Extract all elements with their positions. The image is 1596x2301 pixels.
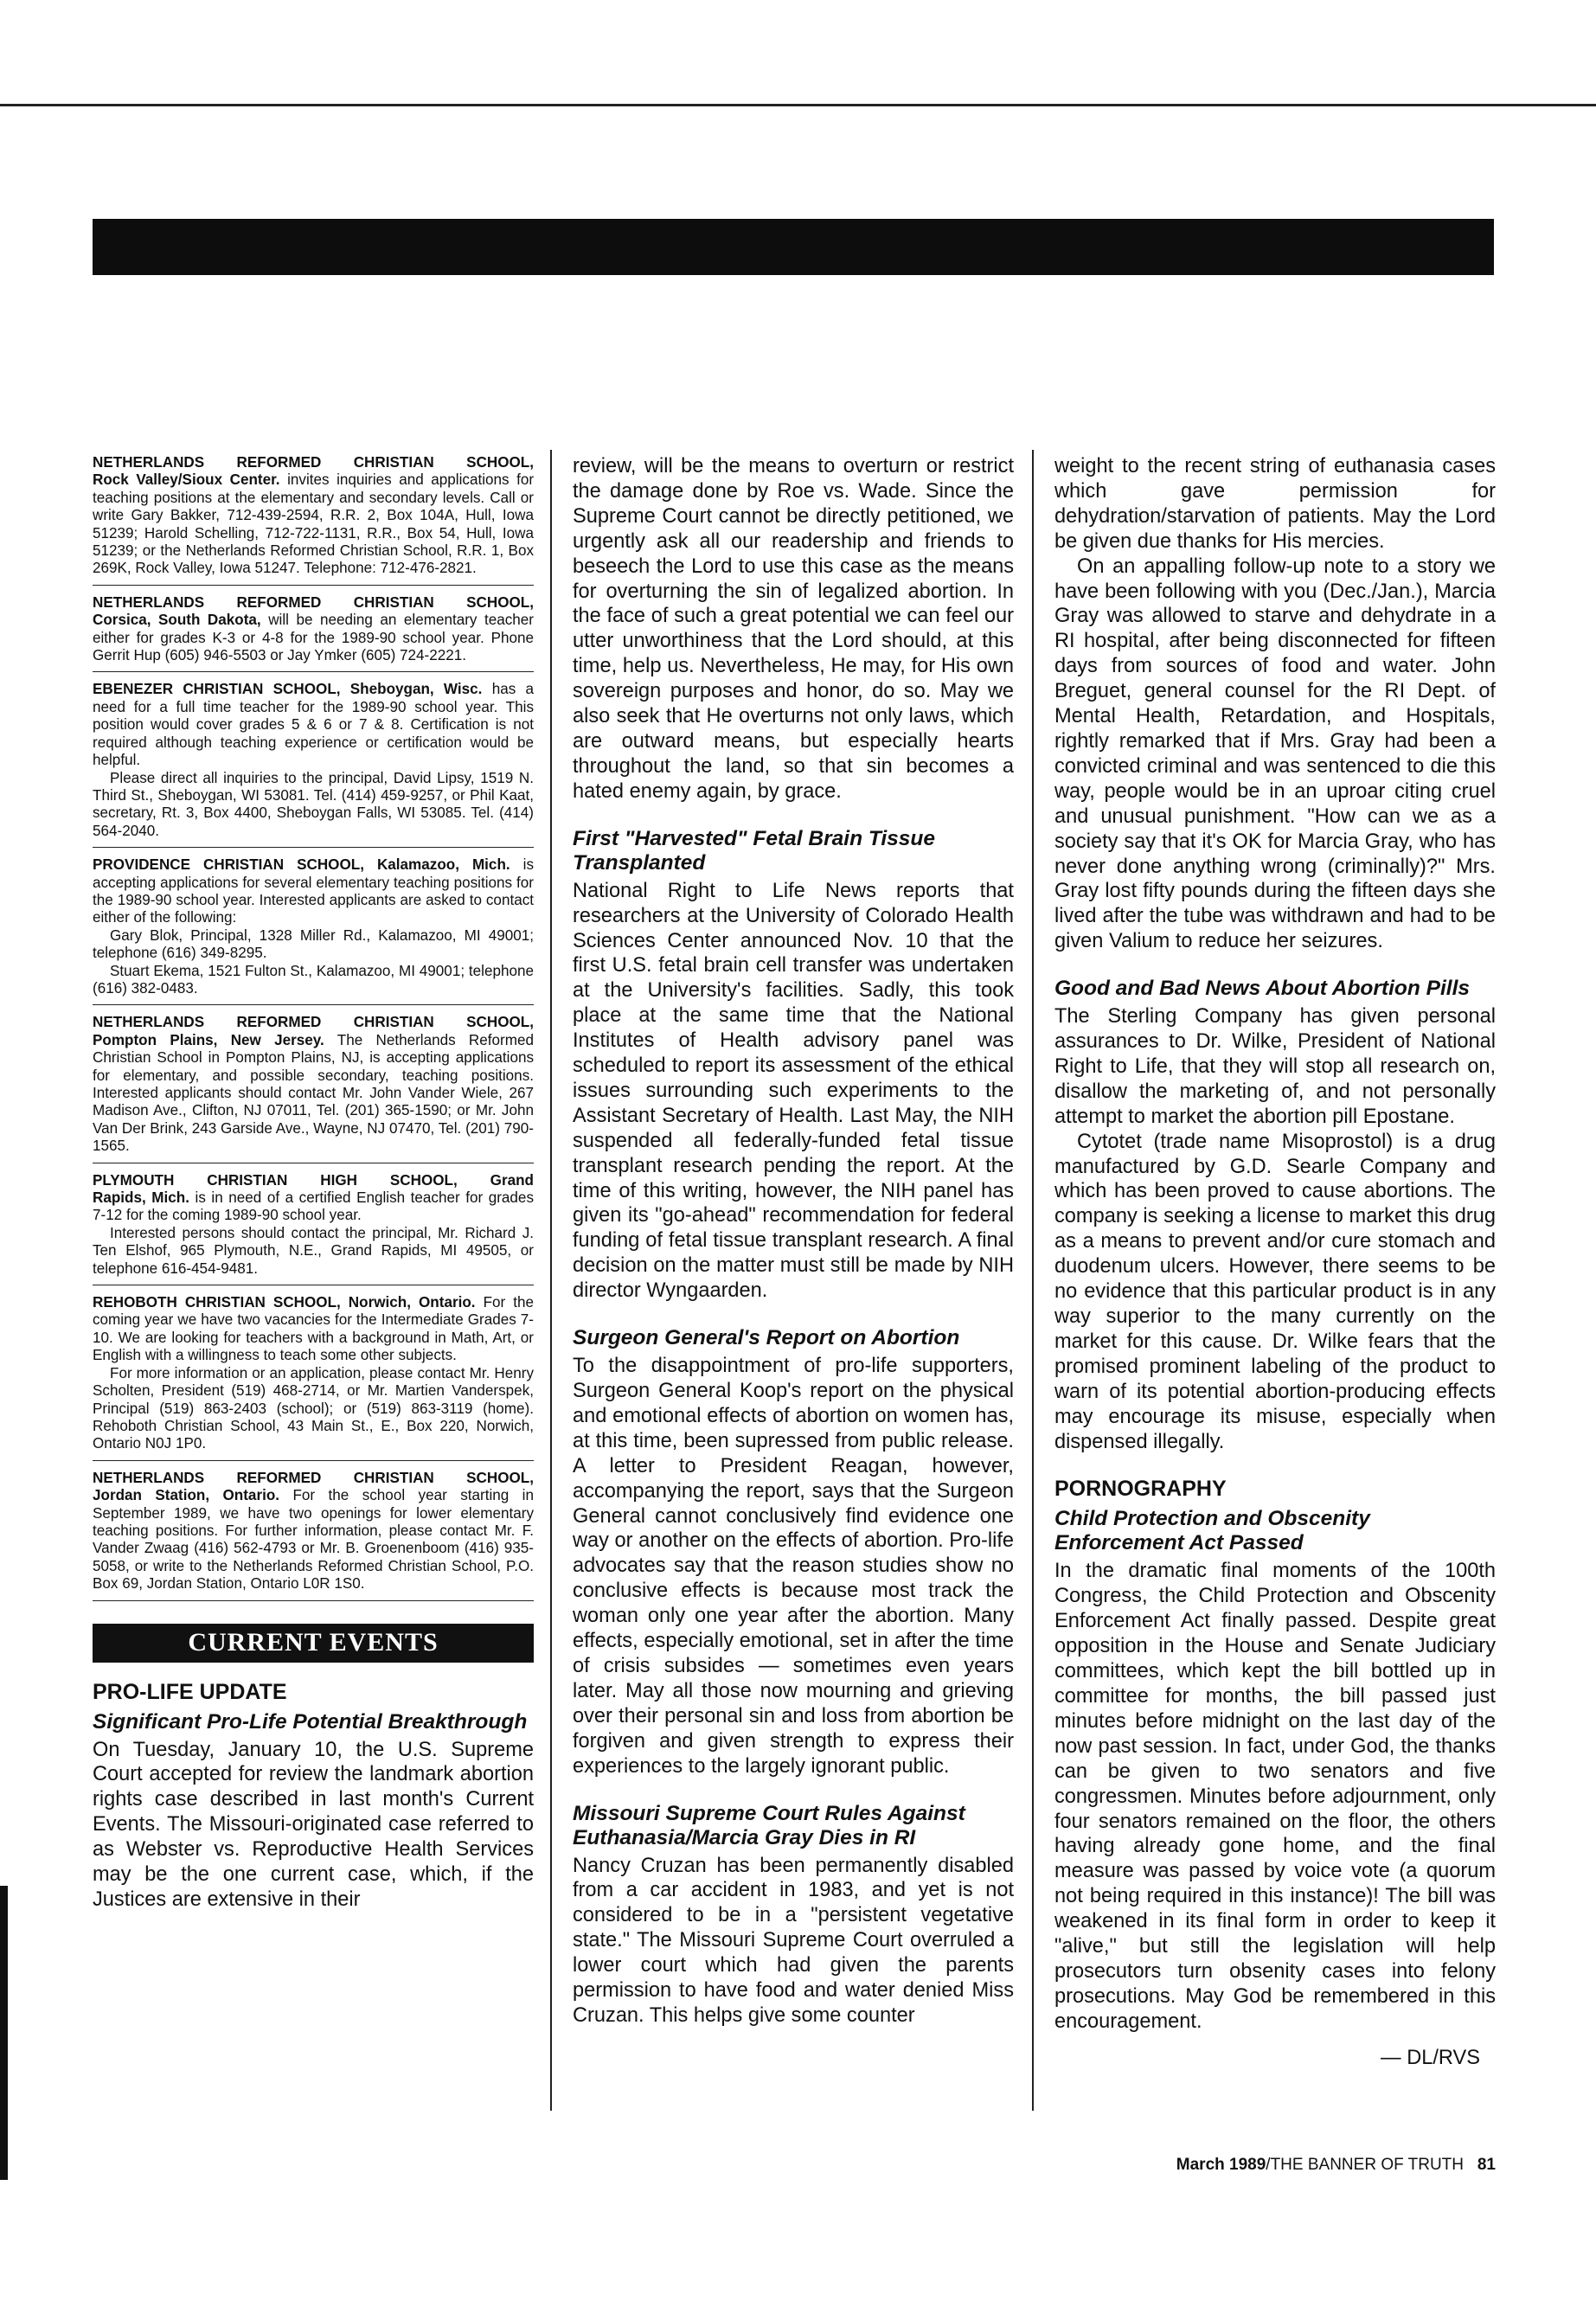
classified-ad — [93, 1294, 534, 1461]
ad-paragraph — [93, 856, 534, 927]
ad-location: REHOBOTH CHRISTIAN SCHOOL, Norwich, Ontario. — [93, 1294, 476, 1311]
ad-paragraph — [93, 770, 534, 841]
ad-text: The Netherlands Reformed Christian School in Pompton Plains, NJ, is accepting applications for elementary, and possible secondary, teaching positions. Interested applicants should contact Mr. John Vander Wiele, 267 Madison Ave., Clifton, NJ 07011, Tel. (201) 365-1590; or Mr. John Van Der Brink, 243 Garside Ave., Wayne, NJ 07470, Tel. (201) 790-1565. — [93, 1031, 534, 1155]
header-black-bar — [93, 219, 1494, 275]
page-footer — [1155, 2156, 1496, 2175]
ad-location: PROVIDENCE CHRISTIAN SCHOOL, Kalamazoo, Mich. — [93, 856, 510, 874]
ad-heading: NETHERLANDS REFORMED CHRISTIAN SCHOOL, — [93, 1014, 534, 1031]
ad-heading: NETHERLANDS REFORMED CHRISTIAN SCHOOL, — [93, 454, 534, 471]
ad-text: is accepting applications for several elementary teaching positions for the 1989-90 school year. Interested applicants are asked to contact either of the following: — [93, 856, 534, 926]
ad-text: will be needing an elementary teacher either for grades K-3 or 4-8 for the 1989-90 school year. Phone Gerrit Hup (605) 946-5503 or Jay Ymker (605) 724-2221. — [93, 612, 534, 664]
ad-text: Interested persons should contact the principal, Mr. Richard J. Ten Elshof, 965 Plymouth, N.E., Grand Rapids, MI 49505, or telephone 616-454-9481. — [93, 1224, 534, 1277]
ad-heading: NETHERLANDS REFORMED CHRISTIAN SCHOOL, — [93, 1469, 534, 1486]
classified-ad — [93, 1470, 534, 1601]
ad-text: is in need of a certified English teacher for grades 7-12 for the coming 1989-90 school year. — [93, 1189, 534, 1224]
article-abortion-pills-1: The Sterling Company has given personal assurances to Dr. Wilke, President of National Right to Life, that they will stop all research on, disallow the marketing of, and not personally attempt to market the abortion pill Epostane. — [1054, 1005, 1496, 1128]
footer-publication: /THE BANNER OF TRUTH — [1266, 2156, 1465, 2174]
ad-paragraph — [93, 681, 534, 769]
ad-location: Jordan Station, Ontario. — [93, 1487, 280, 1504]
ad-location: Corsica, South Dakota, — [93, 612, 261, 629]
column-middle — [573, 454, 1014, 2029]
ad-text: Stuart Ekema, 1521 Fulton St., Kalamazoo, MI 49001; telephone (616) 382-0483. — [93, 962, 534, 997]
headline-abortion-pills: Good and Bad News About Abortion Pills — [1054, 977, 1471, 1001]
scan-left-shadow — [0, 1886, 8, 2180]
headline-surgeon-general: Surgeon General's Report on Abortion — [573, 1326, 960, 1350]
ad-paragraph — [93, 927, 534, 963]
classified-ad — [93, 1014, 534, 1163]
ad-paragraph — [93, 1225, 534, 1278]
ad-location: Pompton Plains, New Jersey. — [93, 1031, 324, 1048]
column-rule-1 — [550, 450, 552, 2111]
article-surgeon-general: To the disappointment of pro-life supporters, Surgeon General Koop's report on the physical and emotional effects of abortion on women has, at this time, been supressed from public release. A letter to President Reagan, however, accompanying the report, says that the Surgeon General cannot conclusively find evidence one way or another on the effects of abortion. Pro-life advocates say that the reason studies show no conclusive effects is because most track the woman only one year after the abortion. Many effects, especially emotional, set in after the time of crisis subsides — sometimes even years later. May all those now mourning and grieving over their personal sin and loss from abortion be forgiven and given strength to express their experiences to the largely ignorant public. — [573, 1355, 1014, 1778]
classified-ad — [93, 856, 534, 1005]
ad-paragraph — [93, 1487, 534, 1593]
ad-location: EBENEZER CHRISTIAN SCHOOL, Sheboygan, Wisc. — [93, 681, 483, 698]
classified-ad — [93, 594, 534, 673]
scan-edge-line — [0, 104, 1596, 106]
footer-date: March 1989 — [1176, 2156, 1266, 2174]
current-events-banner: CURRENT EVENTS — [93, 1624, 534, 1663]
column-left — [93, 454, 534, 1913]
ad-text: For more information or an application, please contact Mr. Henry Scholten, President (519) 468-2714, or Mr. Martien Vanderspek, Principal (519) 863-2403 (school); or (519) 863-3119 (home). Rehoboth Christian School, 43 Main St., E., Box 220, Norwich, Ontario N0J 1P0. — [93, 1364, 534, 1452]
classified-ad — [93, 681, 534, 848]
classified-ad — [93, 1172, 534, 1285]
ad-paragraph — [93, 963, 534, 998]
ad-paragraph — [93, 1032, 534, 1156]
column-rule-2 — [1032, 450, 1034, 2111]
article-child-protection: In the dramatic final moments of the 100th Congress, the Child Protection and Obscenity Enforcement Act finally passed. Despite great opposition in the House and Senate Judiciary committees, which kept the bill bottled up in committee for months, the bill passed just minutes before midnight on the last day of the now past session. In fact, under God, the thanks can be given to two senators and five congressmen. Minutes before adjournment, only four senators remained on the floor, the others having already gone home, and the final measure was passed by voice vote (a quorum not being required in this instance)! The bill was weakened in its final form in order to keep it "alive," but still the legislation will help prosecutors turn obsenity cases into felony prosecutions. May God be remembered in this encouragement. — [1054, 1560, 1496, 2033]
article-breakthrough-part1: On Tuesday, January 10, the U.S. Supreme Court accepted for review the landmark abortion rights case described in last month's Current Events. The Missouri-originated case referred to as Webster vs. Reproductive Health Services may be the one current case, which, if the Justices are extensive in their — [93, 1738, 534, 1911]
page-number: 81 — [1477, 2156, 1496, 2174]
headline-breakthrough: Significant Pro-Life Potential Breakthrough — [93, 1709, 528, 1734]
ad-text: For the coming year we have two vacancies for the Intermediate Grades 7-10. We are looking for teachers with a background in Math, Art, or English with a willingness to teach some other subjects. — [93, 1294, 535, 1364]
column-right — [1054, 454, 1496, 2070]
ad-text: invites inquiries and applications for teaching positions at the elementary and secondary levels. Call or write Gary Bakker, 712-439-2594, R.R. 2, Box 104A, Hull, Iowa 51239; Harold Schelling, 712-722-1131, R.R., Box 54, Hull, Iowa 51239; or the Netherlands Reformed Christian School, R.R. 1, Box 269K, Rock Valley, Iowa 51247. Telephone: 712-476-2821. — [93, 471, 535, 577]
headline-euthanasia: Missouri Supreme Court Rules Against Euthanasia/Marcia Gray Dies in RI — [573, 1801, 965, 1849]
ad-paragraph — [93, 1189, 534, 1225]
ad-heading: NETHERLANDS REFORMED CHRISTIAN SCHOOL, — [93, 593, 534, 611]
classified-ads — [93, 454, 534, 1601]
ad-paragraph — [93, 612, 534, 664]
ad-heading: PLYMOUTH CHRISTIAN HIGH SCHOOL, Grand — [93, 1171, 534, 1189]
ad-paragraph — [93, 471, 534, 577]
article-breakthrough-part2: review, will be the means to overturn or restrict the damage done by Roe vs. Wade. Since the Supreme Court cannot be directly petitioned, we urgently ask all our readership and friends to beseech the Lord to use this case as the means for overturning the sin of legalized abortion. In the face of such a great potential we can feel our utter unworthiness that the Lord should, at this time, help us. Nevertheless, He may, for His own sovereign purposes and honor, do so. May we also seek that He overturns not only laws, which are outward means, but especially hearts throughout the land, so that sin becomes a hated enemy again, by grace. — [573, 455, 1014, 803]
ad-paragraph — [93, 1365, 534, 1453]
classified-ad — [93, 454, 534, 586]
ad-text: For the school year starting in September 1989, we have two openings for lower elementary teaching positions. For further information, please contact Mr. F. Vander Zwaag (416) 562-4793 or Mr. B. Groenenboom (416) 935-5058, or write to the Netherlands Reformed Christian School, P.O. Box 69, Jordan Station, Ontario L0R 1S0. — [93, 1487, 534, 1593]
ad-text: Gary Blok, Principal, 1328 Miller Rd., Kalamazoo, MI 49001; telephone (616) 349-8295. — [93, 926, 534, 962]
ad-location: Rock Valley/Sioux Center. — [93, 471, 280, 489]
author-signature: — DL/RVS — [1381, 2046, 1480, 2069]
ad-text: has a need for a full time teacher for the 1989-90 school year. This position would cover grades 5 & 6 or 7 & 8. Certification is not required although teaching experience or certification would be helpful. — [93, 681, 535, 769]
ad-paragraph — [93, 1294, 534, 1365]
headline-child-protection: Child Protection and Obscenity Enforcement Act Passed — [1054, 1507, 1370, 1555]
ad-text: Please direct all inquiries to the principal, David Lipsy, 1519 N. Third St., Sheboygan, WI 53081. Tel. (414) 459-9257, or Phil Kaat, secretary, Rt. 3, Box 4400, Sheboygan Falls, WI 53085. Tel. (414) 564-2040. — [93, 769, 534, 839]
headline-fetal-tissue: First "Harvested" Fetal Brain Tissue Transplanted — [573, 826, 936, 875]
section-prolife: PRO-LIFE UPDATE — [93, 1679, 287, 1704]
article-euthanasia-part1: Nancy Cruzan has been permanently disabled from a car accident in 1983, and yet is not considered to be in a "persistent vegetative state." The Missouri Supreme Court overruled a lower court which had given the parents permission to have food and water denied Miss Cruzan. This helps give some counter — [573, 1854, 1014, 2027]
ad-location: Rapids, Mich. — [93, 1189, 189, 1207]
article-abortion-pills-2: Cytotet (trade name Misoprostol) is a drug manufactured by G.D. Searle Company and which has been proved to cause abortions. The company is seeking a license to market this drug as a means to prevent and/or cure stomach and duodenum ulcers. However, there seems to be no evidence that this particular product is in any way superior to the many currently on the market for this cause. Dr. Wilke fears that the promised prominent labeling of the product to warn of its potential abortion-producing effects may encourage its misuse, especially when dispensed illegally. — [1054, 1130, 1496, 1453]
article-euthanasia-part2: weight to the recent string of euthanasia cases which gave permission for dehydration/starvation of patients. May the Lord be given due thanks for His mercies. — [1054, 455, 1496, 553]
article-fetal-tissue: National Right to Life News reports that researchers at the University of Colorado Health Sciences Center announced Nov. 10 that the first U.S. fetal brain cell transfer was undertaken at the University's facilities. Sadly, this took place at the same time that the National Institutes of Health advisory panel was scheduled to report its assessment of the ethical issues surrounding such experiments to the Assistant Secretary of Health. Last May, the NIH suspended all federally-funded fetal tissue transplant research pending the report. At the time of this writing, however, the NIH panel has given its "go-ahead" recommendation for federal funding of fetal tissue transplant research. A final decision on the matter must still be made by NIH director Wyngaarden. — [573, 879, 1014, 1303]
section-pornography: PORNOGRAPHY — [1054, 1477, 1227, 1502]
article-marcia-gray: On an appalling follow-up note to a story we have been following with you (Dec./Jan.), Marcia Gray was allowed to starve and dehydrate in a RI hospital, after being disconnected for fifteen days from sources of food and water. John Breguet, general counsel for the RI Dept. of Mental Health, Retardation, and Hospitals, rightly remarked that if Mrs. Gray had been a convicted criminal and was sentenced to die this way, people would be in an uproar citing cruel and unusual punishment. "How can we as a society say that it's OK for Marcia Gray, who has never done anything wrong (criminally)?" Mrs. Gray lost fifty pounds during the fifteen days she lived after the tube was withdrawn and had to be given Valium to reduce her seizures. — [1054, 554, 1496, 953]
